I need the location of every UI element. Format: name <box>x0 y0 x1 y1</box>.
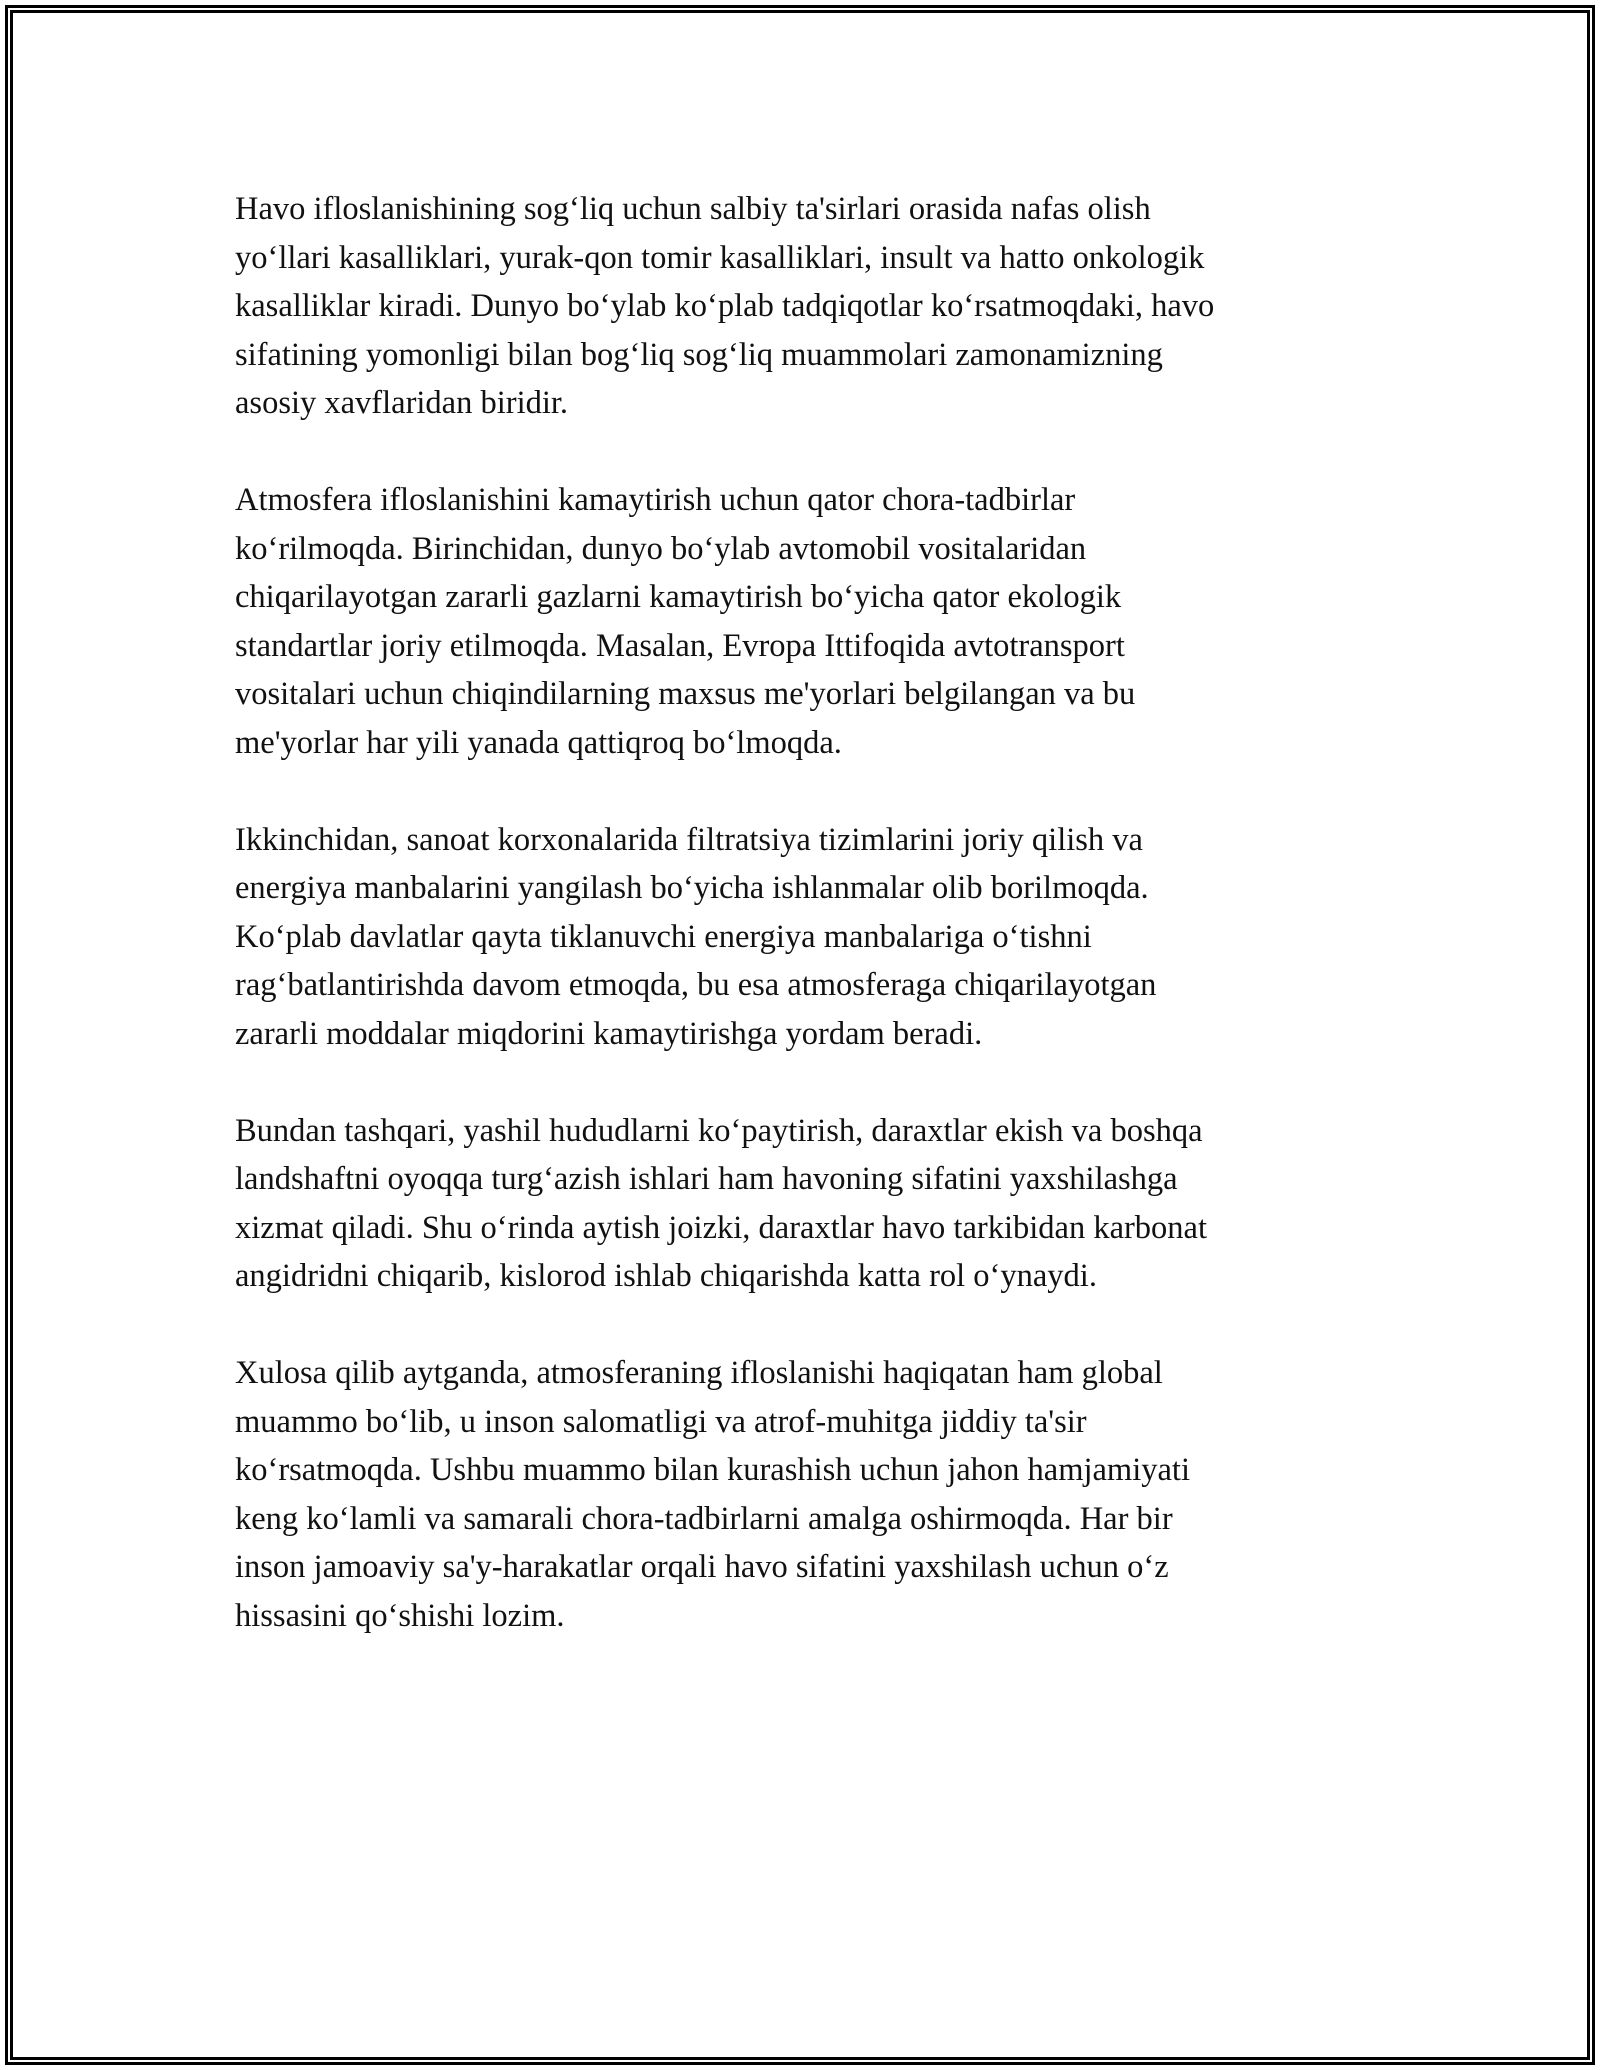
paragraph-health-effects: Havo ifloslanishining sog‘liq uchun salbiy ta'sirlari orasida nafas olish yo‘llari kasalliklari, yurak-qon tomir kasalliklari, insult va hatto onkologik kasalliklar kiradi. Dunyo bo‘ylab ko‘plab tadqiqotlar ko‘rsatmoqdaki, havo sifatining yomonligi bilan bog‘liq sog‘liq muammolari zamonamizning asosiy xavflaridan biridir. <box>235 191 1215 421</box>
paragraph-conclusion: Xulosa qilib aytganda, atmosferaning ifloslanishi haqiqatan ham global muammo bo‘lib, u inson salomatligi va atrof-muhitga jiddiy ta'sir ko‘rsatmoqda. Ushbu muammo bilan kurashish uchun jahon hamjamiyati keng ko‘lamli va samarali chora-tadbirlarni amalga oshirmoqda. Har bir inson jamoaviy sa'y-harakatlar orqali havo sifatini yaxshilash uchun o‘z hissasini qo‘shishi lozim. <box>235 1355 1190 1634</box>
paragraph-green-areas: Bundan tashqari, yashil hududlarni ko‘paytirish, daraxtlar ekish va boshqa landshaftni oyoqqa turg‘azish ishlari ham havoning sifatini yaxshilashga xizmat qiladi. Shu o‘rinda aytish joizki, daraxtlar havo tarkibidan karbonat angidridni chiqarib, kislorod ishlab chiqarishda katta rol o‘ynaydi. <box>235 1112 1208 1294</box>
paragraph-reduction-measures: Atmosfera ifloslanishini kamaytirish uchun qator chora-tadbirlar ko‘rilmoqda. Birinchidan, dunyo bo‘ylab avtomobil vositalaridan chiqarilayotgan zararli gazlarni kamaytirish bo‘yicha qator ekologik standartlar joriy etilmoqda. Masalan, Evropa Ittifoqida avtotransport vositalari uchun chiqindilarning maxsus me'yorlari belgilangan va bu me'yorlar har yili yanada qattiqroq bo‘lmoqda. <box>235 482 1136 761</box>
document-body <box>235 185 1355 1689</box>
paragraph-industry-energy: Ikkinchidan, sanoat korxonalarida filtratsiya tizimlarini joriy qilish va energiya manbalarini yangilash bo‘yicha ishlanmalar olib borilmoqda. Ko‘plab davlatlar qayta tiklanuvchi energiya manbalariga o‘tishni rag‘batlantirishda davom etmoqda, bu esa atmosferaga chiqarilayotgan zararli moddalar miqdorini kamaytirishga yordam beradi. <box>235 821 1157 1052</box>
